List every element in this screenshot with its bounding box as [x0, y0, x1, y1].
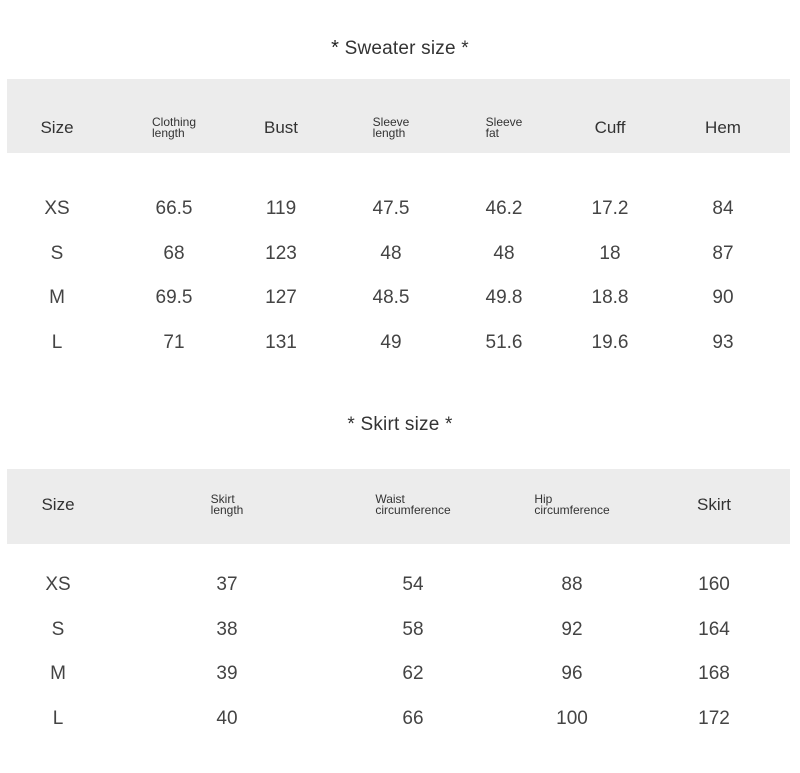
- size-label-cell: XS: [44, 198, 70, 219]
- sweater-size-title: [0, 37, 800, 60]
- size-label-cell: S: [50, 243, 64, 264]
- table-cell: 18: [599, 243, 621, 264]
- column-header-line1: Sleeve: [485, 115, 523, 129]
- skirt-size-title: [0, 414, 800, 436]
- table-cell: 93: [712, 332, 734, 353]
- table-cell: 18.8: [591, 287, 629, 308]
- table-cell: 48.5: [372, 287, 410, 308]
- table-cell: 49.8: [485, 287, 523, 308]
- table-cell: 40: [216, 708, 238, 729]
- column-header: [375, 494, 450, 516]
- table-cell: 58: [402, 619, 424, 640]
- table-cell: 127: [265, 287, 297, 308]
- column-header-line1: Clothing: [151, 115, 197, 129]
- table-cell: 172: [698, 708, 730, 729]
- column-header-line1: Skirt: [210, 492, 235, 506]
- table-cell: 96: [561, 663, 583, 684]
- table-cell: 100: [556, 708, 588, 729]
- table-cell: 164: [698, 619, 730, 640]
- column-header-line2: length: [151, 126, 185, 140]
- table-cell: 68: [163, 243, 185, 264]
- table-cell: 123: [265, 243, 297, 264]
- column-header: [373, 117, 410, 139]
- column-header: [534, 494, 609, 516]
- column-header: [705, 118, 741, 138]
- column-header-line1: Size: [40, 118, 74, 137]
- column-header-line1: Hip: [534, 492, 553, 506]
- column-header-line2: length: [372, 126, 406, 140]
- table-cell: 39: [216, 663, 238, 684]
- column-header-line1: Skirt: [697, 495, 731, 514]
- column-header: [697, 495, 731, 515]
- column-header: [486, 117, 523, 139]
- column-header-line1: Hem: [705, 118, 741, 137]
- column-header-line2: fat: [485, 126, 499, 140]
- table-cell: 54: [402, 574, 424, 595]
- table-cell: 17.2: [591, 198, 629, 219]
- table-cell: 48: [380, 243, 402, 264]
- table-cell: 69.5: [155, 287, 193, 308]
- table-cell: 46.2: [485, 198, 523, 219]
- column-header-line1: Size: [41, 495, 75, 514]
- table-cell: 38: [216, 619, 238, 640]
- table-cell: 160: [698, 574, 730, 595]
- table-cell: 119: [265, 198, 297, 219]
- table-cell: 47.5: [372, 198, 410, 219]
- column-header-line1: Sleeve: [372, 115, 410, 129]
- table-cell: 19.6: [591, 332, 629, 353]
- size-label-cell: L: [51, 332, 63, 353]
- table-cell: 88: [561, 574, 583, 595]
- skirt-title-text: Skirt size: [360, 414, 440, 435]
- column-header-line1: Cuff: [594, 118, 626, 137]
- title-star-right: *: [445, 414, 453, 435]
- column-header-line2: circumference: [534, 503, 610, 517]
- table-cell: 48: [493, 243, 515, 264]
- table-cell: 62: [402, 663, 424, 684]
- column-header: [595, 118, 626, 138]
- column-header-line1: Bust: [263, 118, 299, 137]
- table-cell: 168: [698, 663, 730, 684]
- table-cell: 66.5: [155, 198, 193, 219]
- table-cell: 66: [402, 708, 424, 729]
- sweater-title-text: Sweater size: [344, 38, 456, 59]
- table-cell: 131: [265, 332, 297, 353]
- column-header-line1: Waist: [375, 492, 405, 506]
- column-header: [152, 117, 196, 139]
- table-cell: 87: [712, 243, 734, 264]
- size-label-cell: L: [52, 708, 64, 729]
- column-header-line2: circumference: [375, 503, 451, 517]
- table-cell: 90: [712, 287, 734, 308]
- table-cell: 71: [163, 332, 185, 353]
- column-header: [264, 118, 298, 138]
- size-label-cell: S: [51, 619, 65, 640]
- size-label-cell: XS: [45, 574, 71, 595]
- title-star-right: *: [461, 38, 469, 59]
- column-header: [41, 495, 74, 515]
- size-label-cell: M: [49, 287, 65, 308]
- title-star-left: *: [347, 414, 355, 435]
- table-cell: 51.6: [485, 332, 523, 353]
- table-cell: 37: [216, 574, 238, 595]
- column-header: [211, 494, 244, 516]
- table-cell: 49: [380, 332, 402, 353]
- size-label-cell: M: [50, 663, 66, 684]
- table-cell: 92: [561, 619, 583, 640]
- column-header-line2: length: [210, 503, 244, 517]
- title-star-left: *: [331, 37, 340, 59]
- table-cell: 84: [712, 198, 734, 219]
- column-header: [40, 118, 73, 138]
